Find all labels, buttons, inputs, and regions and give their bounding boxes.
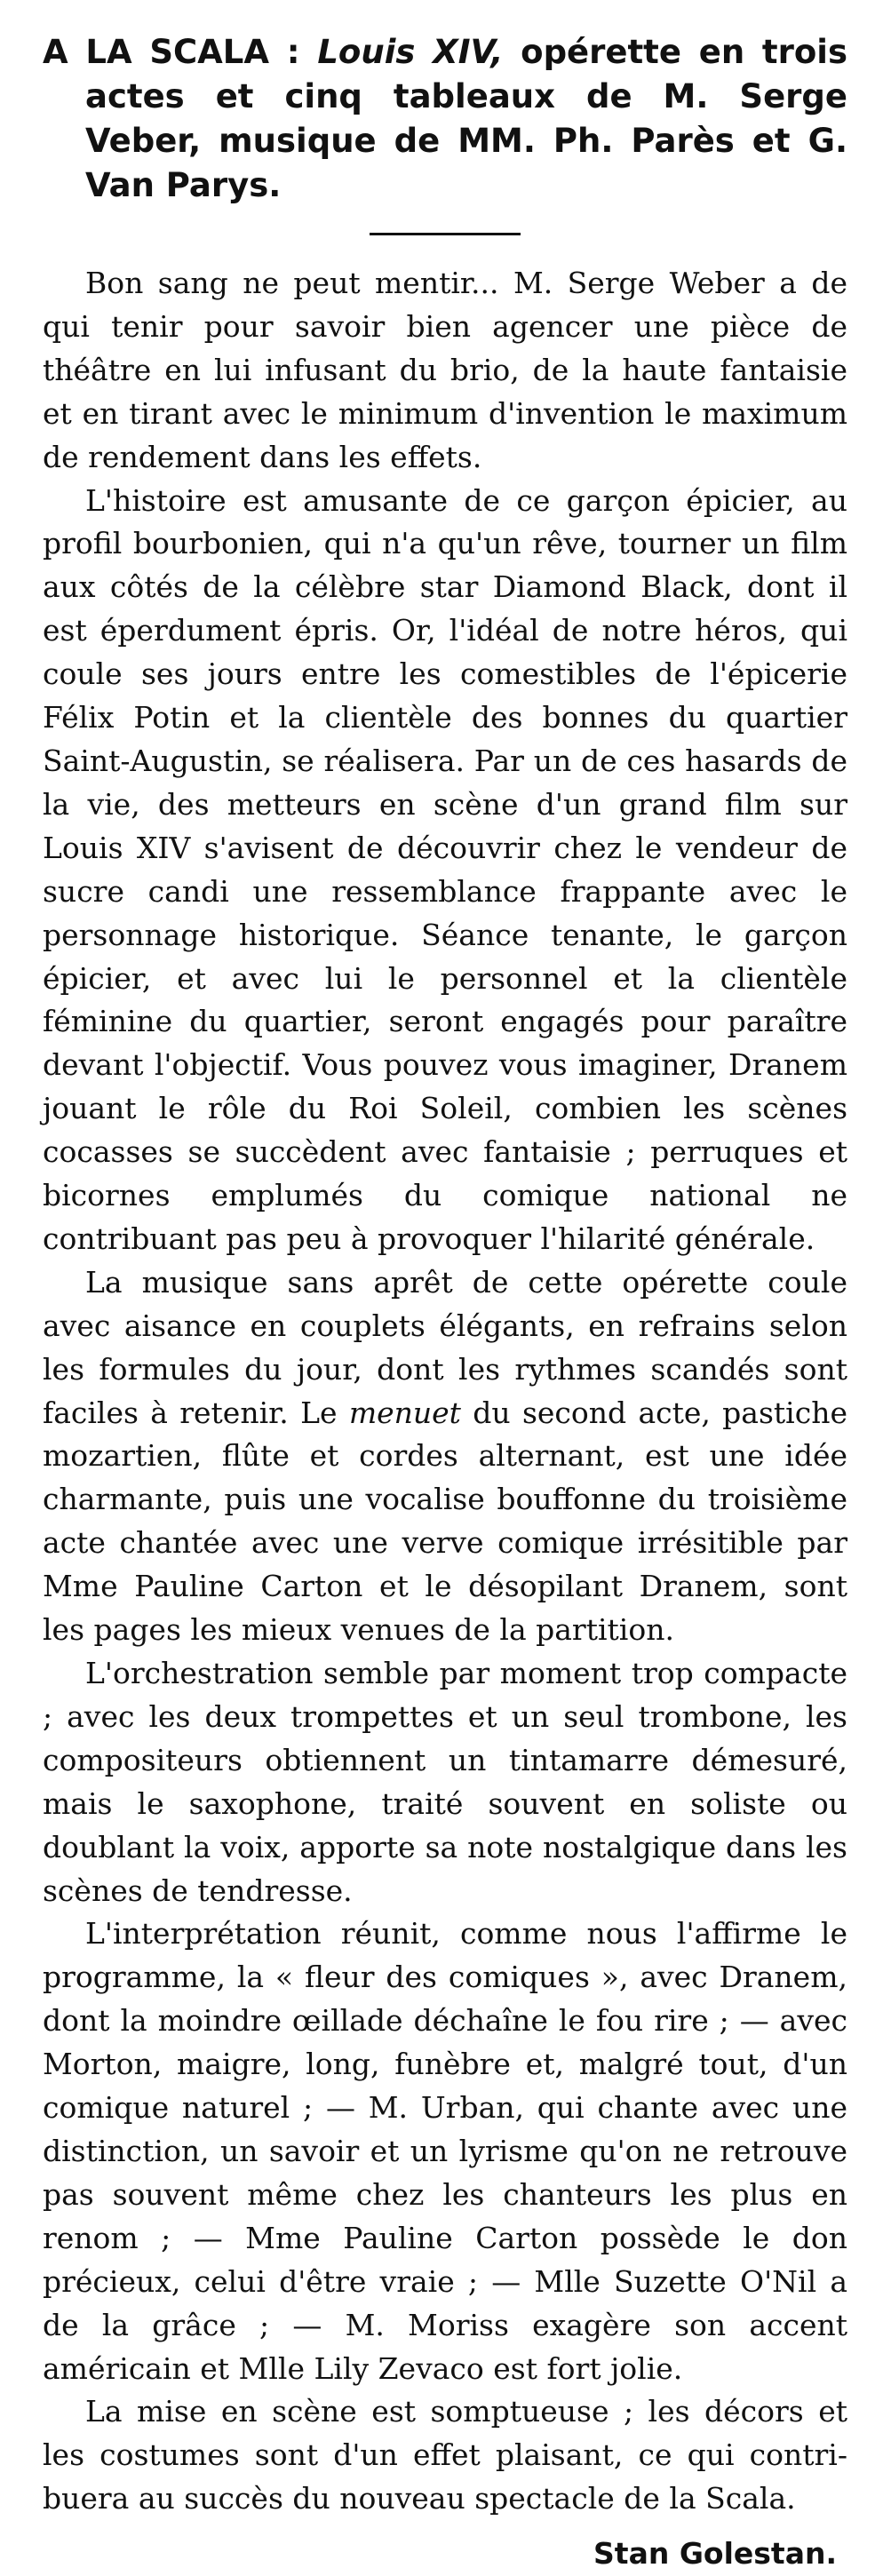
- paragraph-intro: Bon sang ne peut mentir... M. Serge Weber a de qui tenir pour savoir bien agencer une pièce de théâtre en lui infusant du brio, de la haute fantaisie et en tirant avec le minimum d'invention le maximum de rendement dans les effets.: [43, 266, 847, 474]
- paragraph-orchestration: L'orchestration semble par moment trop compacte ; avec les deux trompettes et un seul trombone, les compositeurs obtiennent un tintamarre démesuré, mais le saxophone, traité souvent en soliste ou doublant la voix, apporte sa note nostalgique dans les scènes de tendresse.: [43, 1656, 847, 1908]
- paragraph-plot: L'histoire est amusante de ce garçon épicier, au profil bourbonien, qui n'a qu'un rêve, tourner un film aux côtés de la célèbre star Diamond Black, dont il est éperdument épris. Or, l'idéal de notre héros, qui coule ses jours entre les comestibles de l'épicerie Félix Potin et la clientèle des bonnes du quartier Saint-Augustin, se réalisera. Par un de ces hasards de la vie, des metteurs en scène d'un grand film sur Louis XIV s'avisent de découvrir chez le vendeur de sucre candi une ressemblance frappante avec le personnage historique. Séance tenante, le garçon épicier, et avec lui le personnel et la clientèle féminine du quartier, seront engagés pour paraître devant l'objectif. Vous pouvez vous imaginer, Dranem jouant le rôle du Roi Soleil, combien les scènes cocasses se succèdent avec fantaisie ; perruques et bicornes emplumés du comique national ne contribuant pas peu à provoquer l'hilarité générale.: [43, 482, 847, 1256]
- paragraph-staging: La mise en scène est somptueuse ; les décors et les costumes sont d'un effet plaisant, ce qui contribuera au succès du nouveau spectacle de la Scala.: [43, 2394, 847, 2516]
- review-headline: [43, 30, 847, 208]
- play-title: Louis XIV,: [317, 33, 504, 71]
- venue-label: A LA SCALA :: [43, 33, 300, 71]
- author-signature: Stan Golestan.: [593, 2536, 837, 2572]
- paragraph-music: [43, 1261, 847, 1652]
- paragraph-cast: L'interprétation réunit, comme nous l'affirme le programme, la « fleur des comiques », avec Dranem, dont la moindre œillade déchaîne le fou rire ; — avec Morton, maigre, long, funèbre et, malgré tout, d'un comique naturel ; — M. Urban, qui chante avec une distinction, un savoir et un lyrisme qu'on ne retrouve pas souvent même chez les chanteurs les plus en renom ; — Mme Pauline Carton possède le don précieux, celui d'être vraie ; — Mlle Suzette O'Nil a de la grâce ; — M. Moriss exagère son accent américain et Mlle Lily Zevaco est fort jolie.: [43, 1916, 847, 2386]
- menuet-word: menuet: [348, 1395, 461, 1430]
- paragraph-music-start: La musique sans aprêt de cette opérette coule avec aisance en couplets élégants, en refrains selon les formules du jour, dont les rythmes scandés sont faciles à retenir. Le: [43, 1264, 847, 1430]
- review-body: [43, 262, 847, 2521]
- headline-subtitle: opérette en trois actes et cinq tableaux de M. Serge Veber, musique de MM. Ph. Parès et G. Van Parys.: [85, 33, 847, 204]
- title-divider: [370, 233, 521, 235]
- paragraph-music-end: du second acte, pastiche mozartien, flûte et cordes alternant, est une idée charmante, puis une vocalise bouffonne du troisième acte chantée avec une verve comique irrésitible par Mme Pauline Carton et le désopilant Dranem, sont les pages les mieux venues de la partition.: [43, 1395, 847, 1648]
